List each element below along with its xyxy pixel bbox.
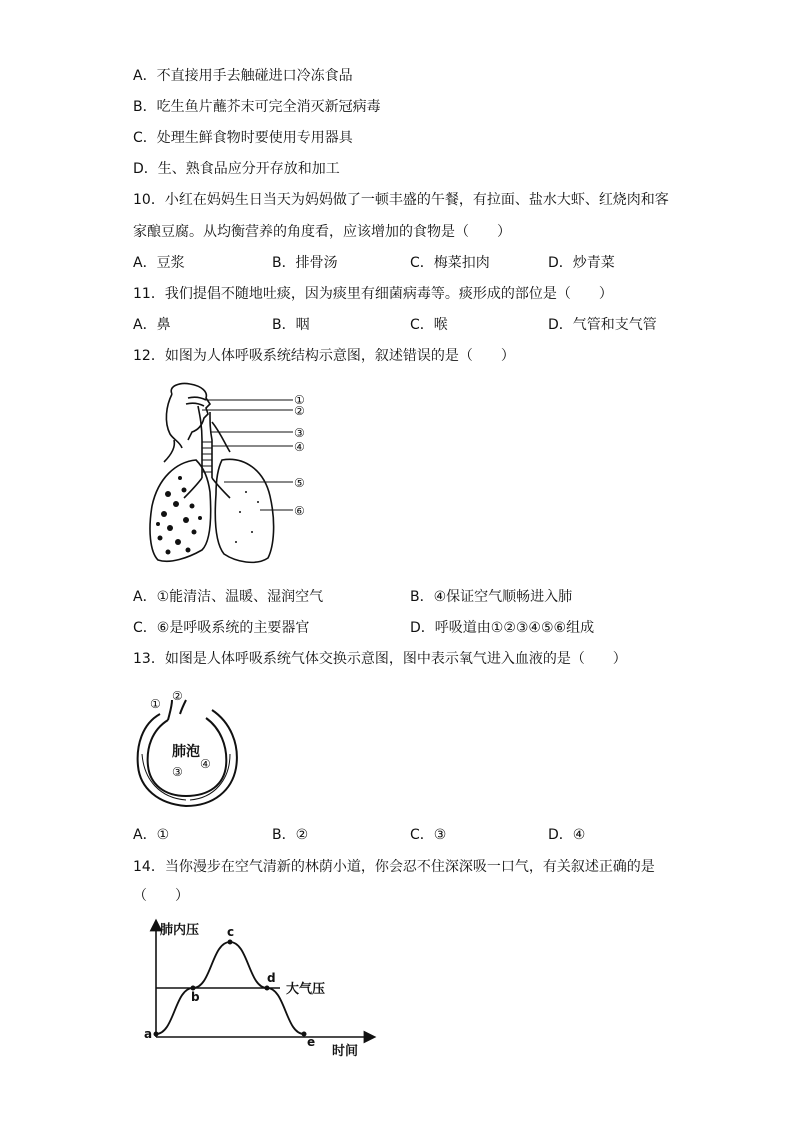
q12-option-d: D．呼吸道由①②③④⑤⑥组成 [410, 620, 595, 636]
q14-stem-line2: （ ） [133, 888, 189, 904]
atmospheric-pressure-label: 大气压 [286, 982, 326, 997]
q11-option-d: D．气管和支气管 [548, 317, 657, 333]
q10-option-d: D．炒青菜 [548, 255, 615, 271]
q12-option-a: A．①能清洁、温暖、湿润空气 [133, 589, 324, 605]
curve-point-c [228, 940, 233, 945]
fig13-alveolus-label: 肺泡 [172, 744, 200, 760]
q9-option-a: A．不直接用手去触碰进口冷冻食品 [133, 68, 353, 84]
curve-point-label-e: e [307, 1035, 316, 1049]
q13-option-b: B．② [272, 827, 309, 843]
q10-stem-line1: 10．小红在妈妈生日当天为妈妈做了一顿丰盛的午餐，有拉面、盐水大虾、红烧肉和客 [133, 192, 669, 208]
q11-stem: 11．我们提倡不随地吐痰，因为痰里有细菌病毒等。痰形成的部位是（ ） [133, 286, 613, 302]
fig13-label-4: ④ [200, 757, 211, 771]
q11-option-c: C．喉 [410, 317, 448, 333]
curve-point-a [154, 1032, 159, 1037]
q13-option-a: A．① [133, 827, 170, 843]
q9-option-c: C．处理生鲜食物时要使用专用器具 [133, 130, 353, 146]
q14-stem-line1: 14．当你漫步在空气清新的林荫小道，你会忍不住深深吸一口气，有关叙述正确的是 [133, 859, 655, 875]
q11-option-a: A．鼻 [133, 317, 171, 333]
curve-point-label-c: c [227, 925, 235, 939]
fig12-label-2: ② [294, 404, 305, 418]
x-axis-label: 时间 [332, 1044, 359, 1059]
curve-point-label-b: b [191, 990, 200, 1004]
curve-point-label-d: d [267, 971, 276, 985]
lung-texture [156, 476, 259, 555]
y-axis-label: 肺内压 [160, 923, 200, 938]
q9-option-d: D．生、熟食品应分开存放和加工 [133, 161, 340, 177]
q12-stem: 12．如图为人体呼吸系统结构示意图，叙述错误的是（ ） [133, 348, 515, 364]
q10-stem-line2: 家酿豆腐。从均衡营养的角度看，应该增加的食物是（ ） [133, 224, 511, 240]
q11-option-b: B．咽 [272, 317, 310, 333]
fig12-label-6: ⑥ [294, 504, 305, 518]
fig13-label-2: ② [172, 689, 183, 703]
curve-point-label-a: a [144, 1027, 153, 1041]
q13-option-c: C．③ [410, 827, 447, 843]
q10-option-c: C．梅菜扣肉 [410, 255, 490, 271]
alveolus-figure [130, 684, 250, 814]
q9-option-b: B．吃生鱼片蘸芥末可完全消灭新冠病毒 [133, 99, 381, 115]
curve-point-d [265, 986, 270, 991]
respiratory-system-figure [140, 382, 330, 572]
fig12-label-1: ① [294, 393, 305, 407]
fig12-label-3: ③ [294, 426, 305, 440]
fig12-label-5: ⑤ [294, 476, 305, 490]
fig13-label-1: ① [150, 697, 161, 711]
lung-pressure-chart [140, 915, 380, 1060]
fig13-label-3: ③ [172, 765, 183, 779]
q13-option-d: D．④ [548, 827, 586, 843]
q13-stem: 13．如图是人体呼吸系统气体交换示意图，图中表示氧气进入血液的是（ ） [133, 651, 627, 667]
curve-point-e [302, 1032, 307, 1037]
q12-option-b: B．④保证空气顺畅进入肺 [410, 589, 573, 605]
q10-option-b: B．排骨汤 [272, 255, 338, 271]
q12-option-c: C．⑥是呼吸系统的主要器官 [133, 620, 310, 636]
fig12-label-4: ④ [294, 440, 305, 454]
q10-option-a: A．豆浆 [133, 255, 185, 271]
